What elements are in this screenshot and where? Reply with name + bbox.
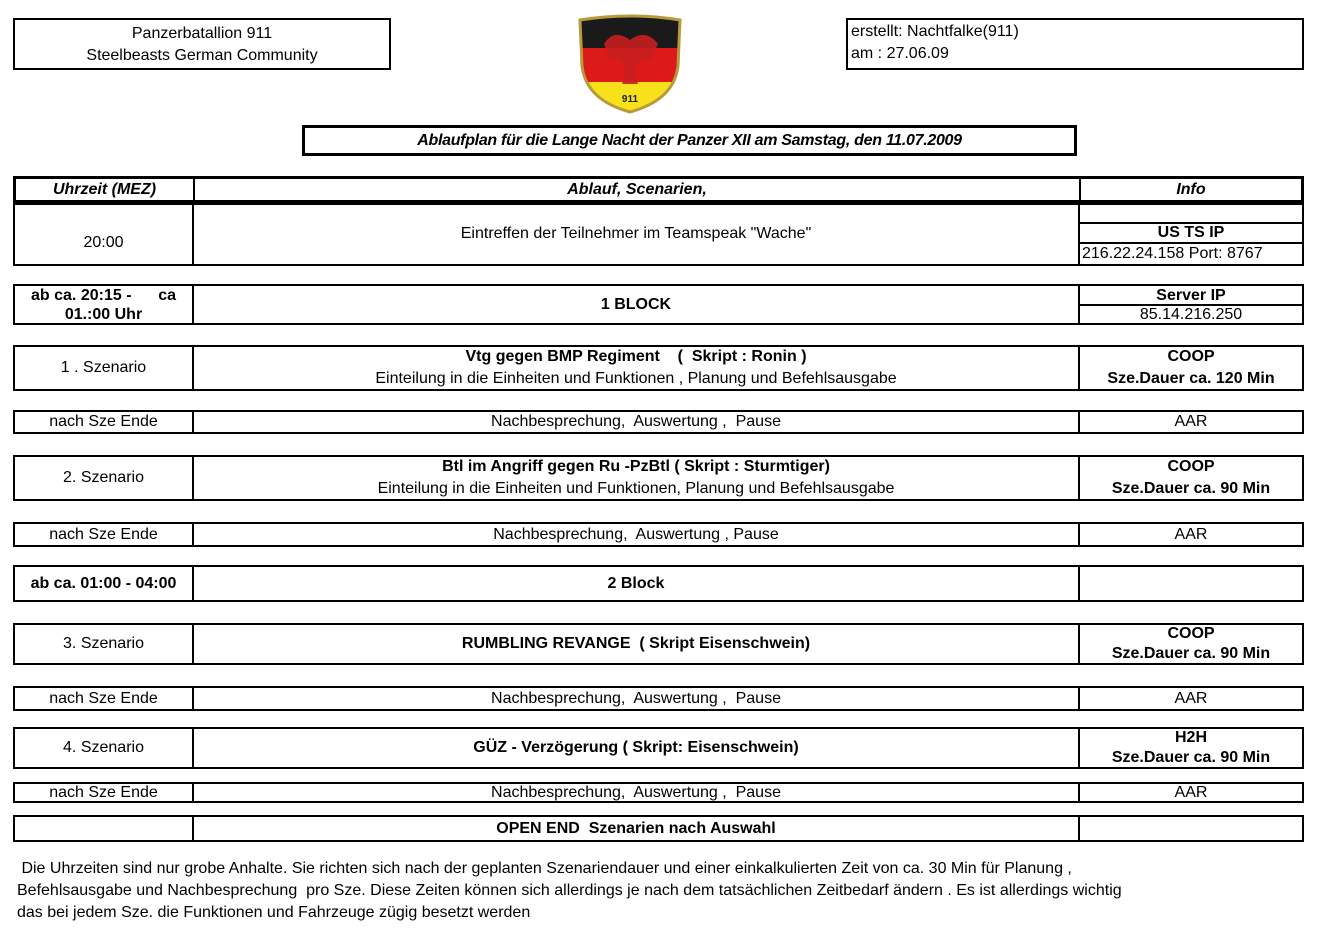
table-row bbox=[13, 623, 1304, 665]
footnote bbox=[17, 858, 1307, 924]
community-name: Steelbeasts German Community bbox=[86, 47, 318, 64]
row-activity: 2 Block bbox=[607, 574, 665, 592]
footnote-line: Die Uhrzeiten sind nur grobe Anhalte. Sie richten sich nach der geplanten Szenariendauer und einer einkalkulierten Zeit von ca. 30 Min für Planung , bbox=[17, 860, 1072, 877]
row-info: AAR bbox=[1174, 525, 1208, 543]
scenario-title: Btl im Angriff gegen Ru -PzBtl ( Skript : Sturmtiger) bbox=[442, 458, 830, 475]
footnote-line: das bei jedem Sze. die Funktionen und Fahrzeuge zügig besetzt werden bbox=[17, 904, 531, 921]
scenario-title: GÜZ - Verzögerung ( Skript: Eisenschwein) bbox=[473, 739, 799, 756]
table-row bbox=[13, 782, 1304, 803]
row-time-start: ab ca. 20:15 - ca bbox=[31, 286, 176, 304]
scenario-title: RUMBLING REVANGE ( Skript Eisenschwein) bbox=[461, 635, 811, 652]
table-row bbox=[13, 727, 1304, 769]
row-time: nach Sze Ende bbox=[49, 525, 158, 543]
table-row bbox=[13, 522, 1304, 547]
document-title: Ablaufplan für die Lange Nacht der Panzer XII am Samstag, den 11.07.2009 bbox=[302, 125, 1077, 156]
scenario-duration: Sze.Dauer ca. 90 Min bbox=[1111, 645, 1271, 662]
scenario-type: COOP bbox=[1167, 625, 1215, 642]
scenario-type: H2H bbox=[1174, 729, 1207, 746]
table-row bbox=[13, 410, 1304, 434]
row-time: ab ca. 01:00 - 04:00 bbox=[30, 574, 177, 592]
scenario-description: Einteilung in die Einheiten und Funktionen, Planung und Befehlsausgabe bbox=[377, 480, 895, 497]
organization-name: Panzerbatallion 911 bbox=[131, 25, 273, 42]
table-row bbox=[13, 345, 1304, 391]
row-time: nach Sze Ende bbox=[49, 783, 158, 801]
table-row bbox=[13, 203, 1304, 266]
row-info: AAR bbox=[1174, 413, 1208, 430]
table-row bbox=[13, 455, 1304, 501]
row-info: AAR bbox=[1174, 783, 1208, 801]
row-activity: Eintreffen der Teilnehmer im Teamspeak "Wache" bbox=[460, 225, 812, 242]
battalion-shield-logo bbox=[574, 14, 686, 116]
teamspeak-ip-label: US TS IP bbox=[1080, 224, 1302, 244]
row-activity: Nachbesprechung, Auswertung , Pause bbox=[491, 413, 781, 430]
scenario-duration: Sze.Dauer ca. 90 Min bbox=[1111, 480, 1271, 497]
footnote-line: Befehlsausgabe und Nachbesprechung pro Sze. Diese Zeiten können sich allerdings je nach dem tatsächlichen Zeitbedarf ändern . Es ist allerdings wichtig bbox=[17, 882, 1122, 899]
row-time: 4. Szenario bbox=[63, 739, 144, 756]
row-time: 3. Szenario bbox=[63, 635, 144, 652]
row-info: AAR bbox=[1174, 689, 1208, 707]
table-header bbox=[13, 176, 1304, 203]
scenario-title: Vtg gegen BMP Regiment ( Skript : Ronin ) bbox=[465, 348, 807, 365]
column-header-time: Uhrzeit (MEZ) bbox=[52, 180, 157, 198]
table-row bbox=[13, 565, 1304, 602]
row-time-end: 01.:00 Uhr bbox=[64, 305, 143, 323]
row-activity: 1 BLOCK bbox=[600, 295, 672, 313]
column-header-schedule: Ablauf, Scenarien, bbox=[567, 180, 707, 198]
created-by: erstellt: Nachtfalke(911) bbox=[851, 23, 1019, 40]
row-activity: Nachbesprechung, Auswertung , Pause bbox=[491, 689, 781, 707]
row-time: nach Sze Ende bbox=[49, 413, 158, 430]
teamspeak-ip-value[interactable]: 216.22.24.158 Port: 8767 bbox=[1082, 245, 1263, 262]
scenario-duration: Sze.Dauer ca. 90 Min bbox=[1111, 749, 1271, 766]
row-activity: Nachbesprechung, Auswertung , Pause bbox=[493, 525, 779, 543]
table-row bbox=[13, 686, 1304, 711]
row-time: 20:00 bbox=[83, 234, 124, 251]
table-row bbox=[13, 284, 1304, 325]
row-time: 2. Szenario bbox=[63, 469, 144, 486]
row-activity: OPEN END Szenarien nach Auswahl bbox=[496, 819, 776, 837]
row-activity: Nachbesprechung, Auswertung , Pause bbox=[491, 783, 781, 801]
scenario-type: COOP bbox=[1167, 458, 1215, 475]
scenario-description: Einteilung in die Einheiten und Funktionen , Planung und Befehlsausgabe bbox=[375, 370, 897, 387]
column-header-info: Info bbox=[1176, 180, 1206, 198]
row-time: 1 . Szenario bbox=[60, 359, 147, 376]
scenario-duration: Sze.Dauer ca. 120 Min bbox=[1107, 370, 1275, 387]
created-date: am : 27.06.09 bbox=[851, 45, 949, 62]
row-time: nach Sze Ende bbox=[49, 689, 158, 707]
server-ip-label: Server IP bbox=[1080, 286, 1302, 306]
organization-box bbox=[13, 18, 391, 70]
server-ip-value[interactable]: 85.14.216.250 bbox=[1139, 306, 1243, 323]
author-box bbox=[846, 18, 1304, 70]
scenario-type: COOP bbox=[1167, 348, 1215, 365]
table-row bbox=[13, 815, 1304, 842]
logo-number: 911 bbox=[621, 94, 639, 105]
